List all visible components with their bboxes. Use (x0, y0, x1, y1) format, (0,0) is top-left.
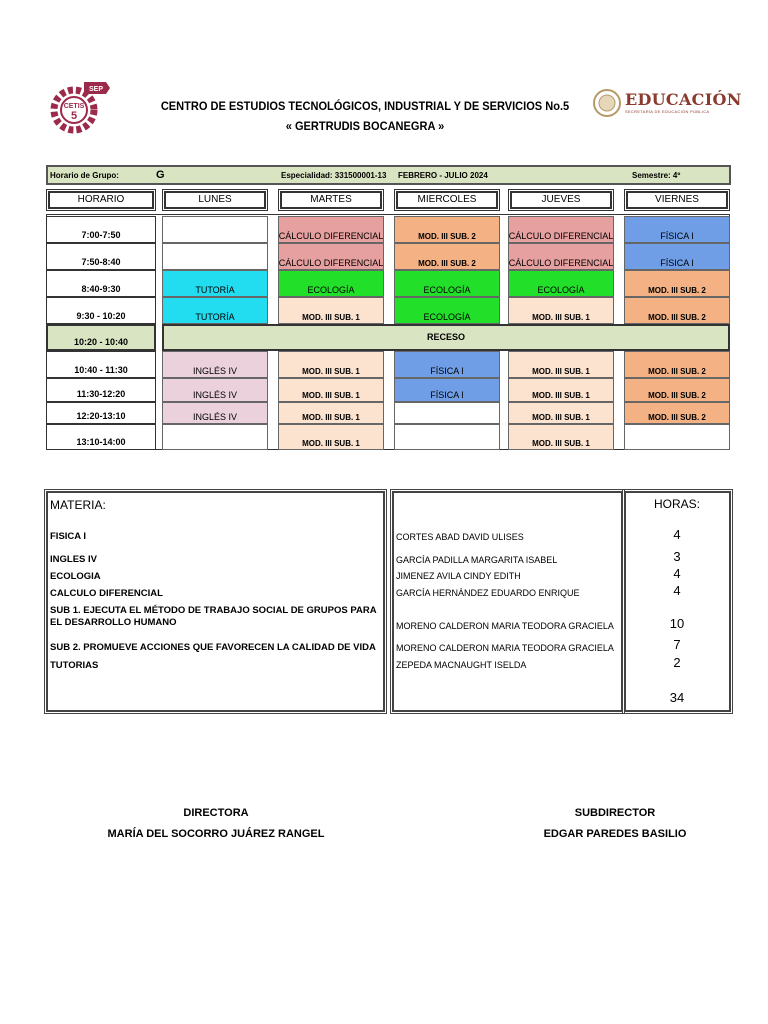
time-slot: 11:30-12:20 (46, 378, 156, 402)
class-cell-mod-iii-sub-1: MOD. III SUB. 1 (278, 297, 384, 324)
teacher-name: GARCÍA HERNÁNDEZ EDUARDO ENRIQUE (396, 588, 580, 598)
class-cell-mod-iii-sub-1: MOD. III SUB. 1 (278, 378, 384, 402)
subjects-box (46, 491, 385, 712)
class-cell-ingles-iv: INGLÉS IV (162, 402, 268, 424)
class-cell-mod-iii-sub-2: MOD. III SUB. 2 (624, 378, 730, 402)
group-value: G (156, 169, 165, 181)
time-slot: 12:20-13:10 (46, 402, 156, 424)
class-cell-empty (394, 424, 500, 450)
subject-hours: 10 (669, 616, 685, 631)
institution-subname: « GERTRUDIS BOCANEGRA » (285, 119, 445, 133)
class-cell-mod-iii-sub-2: MOD. III SUB. 2 (624, 270, 730, 297)
class-cell-fisica-i: FÍSICA I (394, 351, 500, 378)
director-role: DIRECTORA (183, 807, 249, 819)
class-cell-empty (162, 216, 268, 243)
subject-name: SUB 1. EJECUTA EL MÉTODO DE TRABAJO SOCIAL DE GRUPOS PARA EL DESARROLLO HUMANO (50, 605, 377, 628)
class-cell-calculo-diferencial: CÁLCULO DIFERENCIAL (278, 243, 384, 270)
total-hours: 34 (669, 690, 685, 705)
header-viernes: VIERNES (626, 191, 728, 209)
subject-hours: 4 (673, 583, 681, 598)
class-cell-ingles-iv: INGLÉS IV (162, 351, 268, 378)
hours-box (624, 491, 731, 712)
class-cell-mod-iii-sub-1: MOD. III SUB. 1 (278, 351, 384, 378)
teacher-name: JIMENEZ AVILA CINDY EDITH (396, 571, 521, 581)
subdirector-name: EDGAR PAREDES BASILIO (543, 828, 687, 840)
class-cell-mod-iii-sub-2: MOD. III SUB. 2 (624, 351, 730, 378)
subject-name: CALCULO DIFERENCIAL (50, 588, 163, 599)
teacher-name: MORENO CALDERON MARIA TEODORA GRACIELA (396, 621, 614, 631)
time-slot: 8:40-9:30 (46, 270, 156, 297)
horas-header: HORAS: (653, 497, 700, 511)
time-slot: 7:00-7:50 (46, 216, 156, 243)
class-cell-mod-iii-sub-1: MOD. III SUB. 1 (508, 351, 614, 378)
subject-hours: 7 (673, 637, 681, 652)
class-cell-tutoria: TUTORÍA (162, 297, 268, 324)
logo-number-text: 5 (70, 110, 78, 122)
class-cell-ingles-iv: INGLÉS IV (162, 378, 268, 402)
class-cell-empty (394, 402, 500, 424)
group-info-bar (46, 165, 731, 185)
class-cell-mod-iii-sub-2: MOD. III SUB. 2 (394, 243, 500, 270)
subject-name: SUB 2. PROMUEVE ACCIONES QUE FAVORECEN LA CALIDAD DE VIDA (50, 642, 376, 653)
class-cell-fisica-i: FÍSICA I (394, 378, 500, 402)
class-cell-ecologia: ECOLOGÍA (508, 270, 614, 297)
logo-cetis-text: CETIS (63, 103, 85, 110)
subdirector-role: SUBDIRECTOR (574, 807, 656, 819)
teacher-name: CORTES ABAD DAVID ULISES (396, 532, 524, 542)
page-title (140, 96, 591, 136)
header-jueves: JUEVES (510, 191, 612, 209)
time-slot: 7:50-8:40 (46, 243, 156, 270)
educacion-logo (592, 86, 742, 122)
educacion-word: EDUCACIÓN (625, 90, 742, 109)
time-slot: 10:40 - 11:30 (46, 351, 156, 378)
class-cell-mod-iii-sub-1: MOD. III SUB. 1 (508, 378, 614, 402)
specialty: Especialidad: 331500001-13 (281, 171, 387, 180)
class-cell-mod-iii-sub-2: MOD. III SUB. 2 (624, 402, 730, 424)
subject-hours: 4 (673, 566, 681, 581)
institution-name: CENTRO DE ESTUDIOS TECNOLÓGICOS, INDUSTRIAL Y DE SERVICIOS No.5 (160, 99, 570, 113)
time-slot: 9:30 - 10:20 (46, 297, 156, 324)
header-lunes: LUNES (164, 191, 266, 209)
subject-hours: 3 (673, 549, 681, 564)
class-cell-empty (162, 424, 268, 450)
class-cell-mod-iii-sub-1: MOD. III SUB. 1 (508, 402, 614, 424)
subject-name: ECOLOGIA (50, 571, 101, 582)
class-cell-tutoria: TUTORÍA (162, 270, 268, 297)
subject-hours: 2 (673, 655, 681, 670)
director-name: MARÍA DEL SOCORRO JUÁREZ RANGEL (107, 828, 325, 840)
class-cell-mod-iii-sub-2: MOD. III SUB. 2 (394, 216, 500, 243)
class-cell-mod-iii-sub-1: MOD. III SUB. 1 (278, 402, 384, 424)
subject-name: TUTORIAS (50, 660, 99, 671)
semester: Semestre: 4º (632, 171, 681, 180)
logo-sep-text: SEP (88, 86, 104, 93)
teachers-box (392, 491, 623, 712)
time-slot: 13:10-14:00 (46, 424, 156, 450)
educacion-subtitle: SECRETARÍA DE EDUCACIÓN PÚBLICA (625, 109, 710, 114)
seal-icon (592, 88, 622, 118)
cetis-logo (44, 72, 112, 144)
class-cell-mod-iii-sub-1: MOD. III SUB. 1 (278, 424, 384, 450)
class-cell-calculo-diferencial: CÁLCULO DIFERENCIAL (508, 243, 614, 270)
period: FEBRERO - JULIO 2024 (398, 171, 488, 180)
class-cell-mod-iii-sub-1: MOD. III SUB. 1 (508, 297, 614, 324)
class-cell-ecologia: ECOLOGÍA (278, 270, 384, 297)
class-cell-ecologia: ECOLOGÍA (394, 297, 500, 324)
class-cell-empty (162, 243, 268, 270)
class-cell-fisica-i: FÍSICA I (624, 243, 730, 270)
class-cell-ecologia: ECOLOGÍA (394, 270, 500, 297)
class-cell-calculo-diferencial: CÁLCULO DIFERENCIAL (278, 216, 384, 243)
materia-header: MATERIA: (50, 498, 106, 512)
recess-row: RECESO (162, 324, 730, 351)
class-cell-calculo-diferencial: CÁLCULO DIFERENCIAL (508, 216, 614, 243)
teacher-name: MORENO CALDERON MARIA TEODORA GRACIELA (396, 643, 614, 653)
class-cell-mod-iii-sub-1: MOD. III SUB. 1 (508, 424, 614, 450)
group-label: Horario de Grupo: (50, 171, 119, 180)
class-cell-fisica-i: FÍSICA I (624, 216, 730, 243)
class-cell-empty (624, 424, 730, 450)
subject-hours: 4 (673, 527, 681, 542)
time-slot: 10:20 - 10:40 (46, 324, 156, 351)
header-miercoles: MIERCOLES (396, 191, 498, 209)
header-horario: HORARIO (48, 191, 154, 209)
subject-name: FISICA I (50, 531, 87, 542)
subject-name: INGLES IV (50, 554, 97, 565)
teacher-name: ZEPEDA MACNAUGHT ISELDA (396, 660, 527, 670)
teacher-name: GARCÍA PADILLA MARGARITA ISABEL (396, 555, 558, 565)
class-cell-mod-iii-sub-2: MOD. III SUB. 2 (624, 297, 730, 324)
header-martes: MARTES (280, 191, 382, 209)
